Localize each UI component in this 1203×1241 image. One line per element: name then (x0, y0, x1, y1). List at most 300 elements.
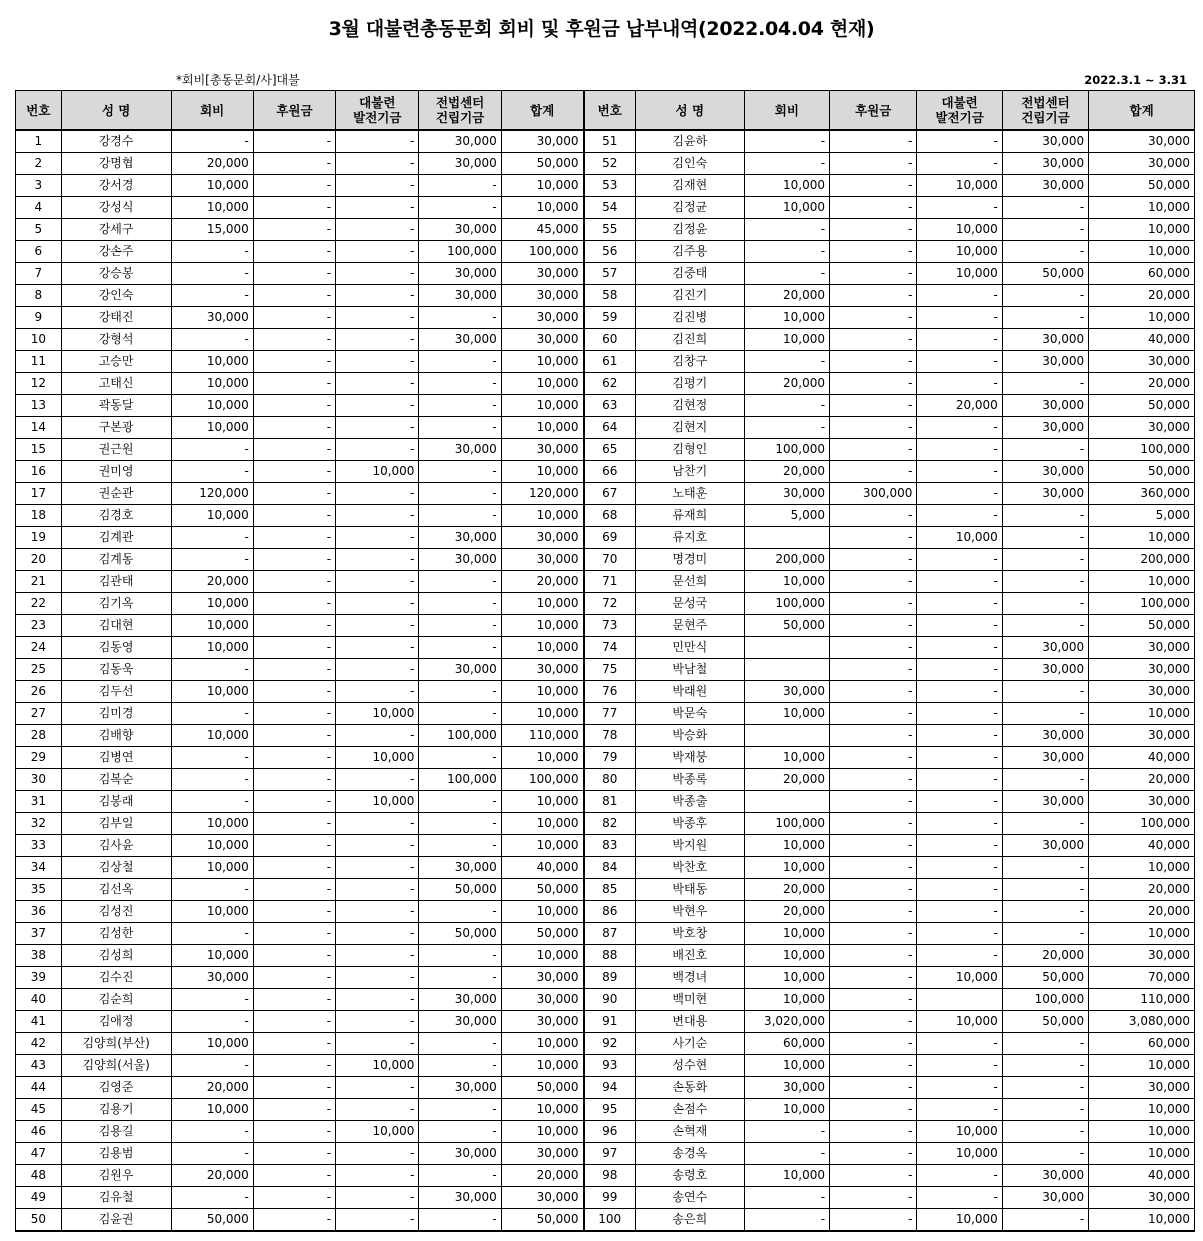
cell-fee: - (171, 461, 253, 483)
cell-center-fund: - (419, 351, 501, 373)
cell-development-fund: - (917, 725, 1002, 747)
table-row (16, 1033, 1195, 1055)
cell-total: 20,000 (1089, 769, 1195, 791)
cell-no: 43 (16, 1055, 62, 1077)
cell-fee: 10,000 (171, 505, 253, 527)
cell-sponsorship: - (830, 945, 917, 967)
cell-name: 김주용 (635, 241, 744, 263)
cell-fee: - (744, 1209, 829, 1232)
cell-development-fund: - (917, 439, 1002, 461)
cell-no: 75 (584, 659, 636, 681)
cell-sponsorship: - (253, 1055, 335, 1077)
cell-no: 3 (16, 175, 62, 197)
cell-no: 97 (584, 1143, 636, 1165)
cell-fee: 10,000 (744, 175, 829, 197)
cell-name: 류재희 (635, 505, 744, 527)
cell-name: 강성식 (61, 197, 171, 219)
cell-total: 30,000 (501, 1143, 583, 1165)
cell-name: 박지원 (635, 835, 744, 857)
cell-total: 10,000 (501, 593, 583, 615)
cell-development-fund: - (336, 769, 419, 791)
cell-name: 성수현 (635, 1055, 744, 1077)
cell-fee: - (171, 241, 253, 263)
cell-fee: 10,000 (171, 593, 253, 615)
cell-sponsorship: - (830, 1121, 917, 1143)
cell-center-fund: 100,000 (419, 241, 501, 263)
cell-center-fund: 100,000 (419, 769, 501, 791)
cell-development-fund: - (917, 549, 1002, 571)
table-row (16, 373, 1195, 395)
cell-development-fund: - (917, 769, 1002, 791)
cell-center-fund: 30,000 (419, 130, 501, 153)
cell-total: 30,000 (501, 527, 583, 549)
cell-fee: - (744, 1187, 829, 1209)
cell-development-fund: - (917, 571, 1002, 593)
cell-sponsorship: - (253, 1143, 335, 1165)
cell-no: 15 (16, 439, 62, 461)
cell-no: 66 (584, 461, 636, 483)
cell-name: 김대현 (61, 615, 171, 637)
cell-sponsorship: - (253, 637, 335, 659)
cell-fee: 10,000 (744, 307, 829, 329)
cell-center-fund: - (419, 681, 501, 703)
cell-center-fund: - (419, 1099, 501, 1121)
cell-center-fund: 30,000 (1002, 175, 1088, 197)
cell-sponsorship: - (830, 901, 917, 923)
cell-no: 6 (16, 241, 62, 263)
cell-development-fund: - (336, 395, 419, 417)
header-center-fund-2: 전법센터 건립기금 (1002, 91, 1088, 131)
cell-name: 송은희 (635, 1209, 744, 1232)
cell-no: 33 (16, 835, 62, 857)
cell-fee: 50,000 (744, 615, 829, 637)
cell-sponsorship: - (253, 857, 335, 879)
cell-name: 손동화 (635, 1077, 744, 1099)
cell-center-fund: 50,000 (1002, 1011, 1088, 1033)
cell-sponsorship: - (830, 461, 917, 483)
cell-name: 김용범 (61, 1143, 171, 1165)
cell-fee: - (171, 130, 253, 153)
cell-no: 80 (584, 769, 636, 791)
cell-no: 26 (16, 681, 62, 703)
cell-development-fund: - (336, 307, 419, 329)
cell-development-fund: - (336, 329, 419, 351)
cell-total: 45,000 (501, 219, 583, 241)
cell-sponsorship: - (253, 549, 335, 571)
cell-sponsorship: - (830, 1187, 917, 1209)
cell-fee: 100,000 (744, 593, 829, 615)
cell-sponsorship: - (830, 989, 917, 1011)
cell-total: 20,000 (1089, 285, 1195, 307)
cell-total: 10,000 (501, 703, 583, 725)
cell-name: 김용기 (61, 1099, 171, 1121)
cell-development-fund: - (336, 527, 419, 549)
cell-total: 50,000 (501, 1209, 583, 1232)
cell-fee: - (171, 1055, 253, 1077)
table-row (16, 505, 1195, 527)
cell-center-fund: 30,000 (1002, 659, 1088, 681)
cell-development-fund: - (336, 197, 419, 219)
cell-total: 50,000 (1089, 175, 1195, 197)
cell-sponsorship: - (253, 527, 335, 549)
cell-name: 박래원 (635, 681, 744, 703)
cell-no: 27 (16, 703, 62, 725)
cell-name: 김성한 (61, 923, 171, 945)
cell-total: 30,000 (1089, 725, 1195, 747)
cell-name: 사기순 (635, 1033, 744, 1055)
cell-total: 10,000 (501, 505, 583, 527)
cell-center-fund: - (1002, 879, 1088, 901)
cell-development-fund: - (917, 1187, 1002, 1209)
cell-name: 김진병 (635, 307, 744, 329)
cell-sponsorship: - (253, 923, 335, 945)
cell-development-fund: - (336, 219, 419, 241)
cell-no: 99 (584, 1187, 636, 1209)
cell-no: 89 (584, 967, 636, 989)
cell-fee: 5,000 (744, 505, 829, 527)
cell-fee: 20,000 (744, 879, 829, 901)
cell-center-fund: - (419, 1055, 501, 1077)
cell-no: 1 (16, 130, 62, 153)
cell-development-fund: 10,000 (336, 1121, 419, 1143)
cell-no: 70 (584, 549, 636, 571)
table-row (16, 263, 1195, 285)
cell-center-fund: - (419, 813, 501, 835)
header-no-2: 번호 (584, 91, 636, 131)
cell-center-fund: - (419, 1165, 501, 1187)
cell-fee: - (171, 989, 253, 1011)
cell-development-fund: - (917, 835, 1002, 857)
cell-name: 김원우 (61, 1165, 171, 1187)
cell-no: 53 (584, 175, 636, 197)
cell-total: 30,000 (501, 989, 583, 1011)
cell-fee: 20,000 (744, 461, 829, 483)
cell-name: 송령호 (635, 1165, 744, 1187)
cell-name: 구본광 (61, 417, 171, 439)
cell-center-fund: 100,000 (1002, 989, 1088, 1011)
cell-sponsorship: - (253, 1077, 335, 1099)
cell-development-fund: 10,000 (917, 219, 1002, 241)
cell-name: 박종록 (635, 769, 744, 791)
cell-development-fund: - (336, 241, 419, 263)
cell-development-fund: - (336, 549, 419, 571)
table-row (16, 725, 1195, 747)
cell-no: 18 (16, 505, 62, 527)
cell-center-fund: - (1002, 1121, 1088, 1143)
cell-total: 40,000 (1089, 747, 1195, 769)
cell-no: 16 (16, 461, 62, 483)
cell-sponsorship: - (830, 1209, 917, 1232)
cell-no: 78 (584, 725, 636, 747)
cell-sponsorship: - (253, 1165, 335, 1187)
cell-no: 83 (584, 835, 636, 857)
table-row (16, 307, 1195, 329)
cell-no: 2 (16, 153, 62, 175)
cell-no: 45 (16, 1099, 62, 1121)
cell-name: 김재현 (635, 175, 744, 197)
cell-fee: 10,000 (744, 923, 829, 945)
table-row (16, 747, 1195, 769)
cell-total: 30,000 (1089, 1187, 1195, 1209)
cell-center-fund: - (1002, 769, 1088, 791)
cell-center-fund: 30,000 (1002, 461, 1088, 483)
cell-fee: - (744, 219, 829, 241)
cell-sponsorship: - (830, 747, 917, 769)
cell-no: 85 (584, 879, 636, 901)
cell-sponsorship: - (253, 505, 335, 527)
cell-fee: 10,000 (171, 637, 253, 659)
cell-total: 10,000 (501, 373, 583, 395)
cell-total: 10,000 (501, 615, 583, 637)
cell-development-fund: 10,000 (917, 1121, 1002, 1143)
cell-fee: 10,000 (744, 197, 829, 219)
cell-name: 송경옥 (635, 1143, 744, 1165)
cell-no: 36 (16, 901, 62, 923)
cell-total: 50,000 (501, 923, 583, 945)
cell-total: 10,000 (501, 945, 583, 967)
table-row (16, 1099, 1195, 1121)
cell-total: 30,000 (501, 307, 583, 329)
cell-name: 김사윤 (61, 835, 171, 857)
cell-center-fund: 30,000 (419, 329, 501, 351)
cell-development-fund: - (336, 263, 419, 285)
cell-sponsorship: - (830, 725, 917, 747)
cell-no: 12 (16, 373, 62, 395)
cell-name: 김부일 (61, 813, 171, 835)
cell-development-fund: - (917, 197, 1002, 219)
table-row (16, 901, 1195, 923)
cell-center-fund: - (1002, 241, 1088, 263)
cell-name: 민만식 (635, 637, 744, 659)
cell-sponsorship: - (253, 813, 335, 835)
cell-total: 10,000 (501, 835, 583, 857)
cell-total: 10,000 (1089, 219, 1195, 241)
cell-name: 김현지 (635, 417, 744, 439)
cell-total: 10,000 (501, 637, 583, 659)
cell-name: 김동욱 (61, 659, 171, 681)
cell-development-fund: - (917, 329, 1002, 351)
cell-sponsorship: - (253, 153, 335, 175)
cell-fee: 60,000 (744, 1033, 829, 1055)
cell-development-fund: - (336, 989, 419, 1011)
table-row (16, 571, 1195, 593)
cell-development-fund: - (917, 857, 1002, 879)
cell-no: 54 (584, 197, 636, 219)
cell-total: 10,000 (1089, 527, 1195, 549)
cell-no: 19 (16, 527, 62, 549)
cell-total: 50,000 (1089, 395, 1195, 417)
cell-no: 41 (16, 1011, 62, 1033)
cell-sponsorship: - (830, 130, 917, 153)
cell-name: 노태훈 (635, 483, 744, 505)
cell-center-fund: - (1002, 813, 1088, 835)
cell-fee: 10,000 (744, 857, 829, 879)
cell-name: 강승봉 (61, 263, 171, 285)
cell-center-fund: - (419, 637, 501, 659)
cell-no: 84 (584, 857, 636, 879)
cell-center-fund: - (1002, 285, 1088, 307)
header-total-2: 합계 (1089, 91, 1195, 131)
cell-sponsorship: - (253, 417, 335, 439)
cell-center-fund: - (419, 197, 501, 219)
cell-name: 손혁재 (635, 1121, 744, 1143)
table-row (16, 615, 1195, 637)
cell-sponsorship: - (830, 329, 917, 351)
cell-no: 100 (584, 1209, 636, 1232)
cell-fee: 20,000 (171, 153, 253, 175)
cell-name: 박재붕 (635, 747, 744, 769)
cell-sponsorship: - (830, 1033, 917, 1055)
cell-name: 김진희 (635, 329, 744, 351)
cell-development-fund: - (917, 373, 1002, 395)
cell-no: 67 (584, 483, 636, 505)
cell-no: 92 (584, 1033, 636, 1055)
cell-center-fund: - (419, 615, 501, 637)
cell-center-fund: - (419, 1033, 501, 1055)
cell-sponsorship: - (830, 175, 917, 197)
cell-center-fund: - (1002, 1209, 1088, 1232)
table-row (16, 945, 1195, 967)
table-row (16, 395, 1195, 417)
cell-no: 28 (16, 725, 62, 747)
table-row (16, 593, 1195, 615)
cell-no: 98 (584, 1165, 636, 1187)
cell-total: 200,000 (1089, 549, 1195, 571)
table-row (16, 461, 1195, 483)
cell-sponsorship: - (253, 1121, 335, 1143)
table-row (16, 219, 1195, 241)
cell-no: 88 (584, 945, 636, 967)
cell-total: 10,000 (501, 813, 583, 835)
cell-development-fund: - (336, 505, 419, 527)
cell-total: 10,000 (1089, 1143, 1195, 1165)
cell-fee: 10,000 (744, 1099, 829, 1121)
table-row (16, 923, 1195, 945)
cell-development-fund: - (917, 417, 1002, 439)
cell-development-fund: - (917, 285, 1002, 307)
cell-center-fund: 30,000 (419, 1143, 501, 1165)
cell-total: 50,000 (1089, 461, 1195, 483)
cell-no: 39 (16, 967, 62, 989)
cell-development-fund: - (336, 417, 419, 439)
cell-name: 김평기 (635, 373, 744, 395)
cell-total: 100,000 (501, 241, 583, 263)
table-row (16, 130, 1195, 153)
cell-development-fund: - (917, 879, 1002, 901)
cell-development-fund: 10,000 (336, 747, 419, 769)
table-row (16, 329, 1195, 351)
cell-name: 김인숙 (635, 153, 744, 175)
cell-total: 30,000 (501, 130, 583, 153)
cell-name: 문현주 (635, 615, 744, 637)
cell-total: 10,000 (501, 1055, 583, 1077)
cell-sponsorship: - (830, 527, 917, 549)
cell-no: 59 (584, 307, 636, 329)
table-row (16, 153, 1195, 175)
cell-development-fund: - (917, 637, 1002, 659)
cell-fee: 10,000 (744, 945, 829, 967)
cell-name: 배진호 (635, 945, 744, 967)
cell-development-fund: - (917, 307, 1002, 329)
cell-fee: 10,000 (171, 725, 253, 747)
cell-no: 14 (16, 417, 62, 439)
cell-fee: 10,000 (744, 1055, 829, 1077)
cell-name: 김유철 (61, 1187, 171, 1209)
cell-fee: - (171, 747, 253, 769)
cell-name: 김현정 (635, 395, 744, 417)
cell-name: 권근원 (61, 439, 171, 461)
cell-center-fund: 30,000 (419, 263, 501, 285)
cell-name: 박찬호 (635, 857, 744, 879)
cell-development-fund: - (336, 923, 419, 945)
cell-center-fund: - (419, 703, 501, 725)
cell-sponsorship: - (830, 219, 917, 241)
cell-sponsorship: - (830, 1143, 917, 1165)
cell-center-fund: 30,000 (1002, 329, 1088, 351)
cell-development-fund: 10,000 (917, 1011, 1002, 1033)
cell-name: 남찬기 (635, 461, 744, 483)
cell-fee: 20,000 (171, 571, 253, 593)
cell-total: 10,000 (501, 747, 583, 769)
cell-fee: 100,000 (744, 813, 829, 835)
cell-total: 40,000 (1089, 835, 1195, 857)
cell-no: 40 (16, 989, 62, 1011)
header-center-fund: 전법센터 건립기금 (419, 91, 501, 131)
cell-development-fund: - (917, 1099, 1002, 1121)
cell-development-fund: - (336, 1011, 419, 1033)
cell-center-fund: 30,000 (1002, 725, 1088, 747)
cell-name: 김봉래 (61, 791, 171, 813)
cell-no: 79 (584, 747, 636, 769)
cell-development-fund: - (336, 1209, 419, 1232)
cell-fee: - (171, 527, 253, 549)
cell-name: 강서경 (61, 175, 171, 197)
cell-development-fund: - (336, 659, 419, 681)
cell-no: 57 (584, 263, 636, 285)
cell-name: 박승화 (635, 725, 744, 747)
cell-no: 94 (584, 1077, 636, 1099)
cell-name: 강인숙 (61, 285, 171, 307)
cell-no: 91 (584, 1011, 636, 1033)
cell-no: 86 (584, 901, 636, 923)
cell-total: 30,000 (501, 263, 583, 285)
cell-sponsorship: - (830, 637, 917, 659)
cell-fee: - (171, 285, 253, 307)
cell-fee: 30,000 (744, 681, 829, 703)
cell-development-fund: - (336, 130, 419, 153)
cell-no: 25 (16, 659, 62, 681)
cell-fee: 20,000 (171, 1077, 253, 1099)
cell-total: 10,000 (501, 395, 583, 417)
cell-development-fund: - (336, 285, 419, 307)
cell-center-fund: - (1002, 1055, 1088, 1077)
cell-sponsorship: - (253, 571, 335, 593)
cell-no: 50 (16, 1209, 62, 1232)
cell-sponsorship: - (253, 681, 335, 703)
table-row (16, 769, 1195, 791)
cell-center-fund: - (419, 373, 501, 395)
cell-name: 김선옥 (61, 879, 171, 901)
cell-fee: - (744, 153, 829, 175)
table-row (16, 417, 1195, 439)
cell-fee (744, 725, 829, 747)
cell-sponsorship: - (830, 1055, 917, 1077)
cell-development-fund: - (336, 1143, 419, 1165)
cell-development-fund: - (917, 681, 1002, 703)
cell-total: 10,000 (1089, 307, 1195, 329)
cell-no: 32 (16, 813, 62, 835)
cell-center-fund: 30,000 (1002, 1165, 1088, 1187)
